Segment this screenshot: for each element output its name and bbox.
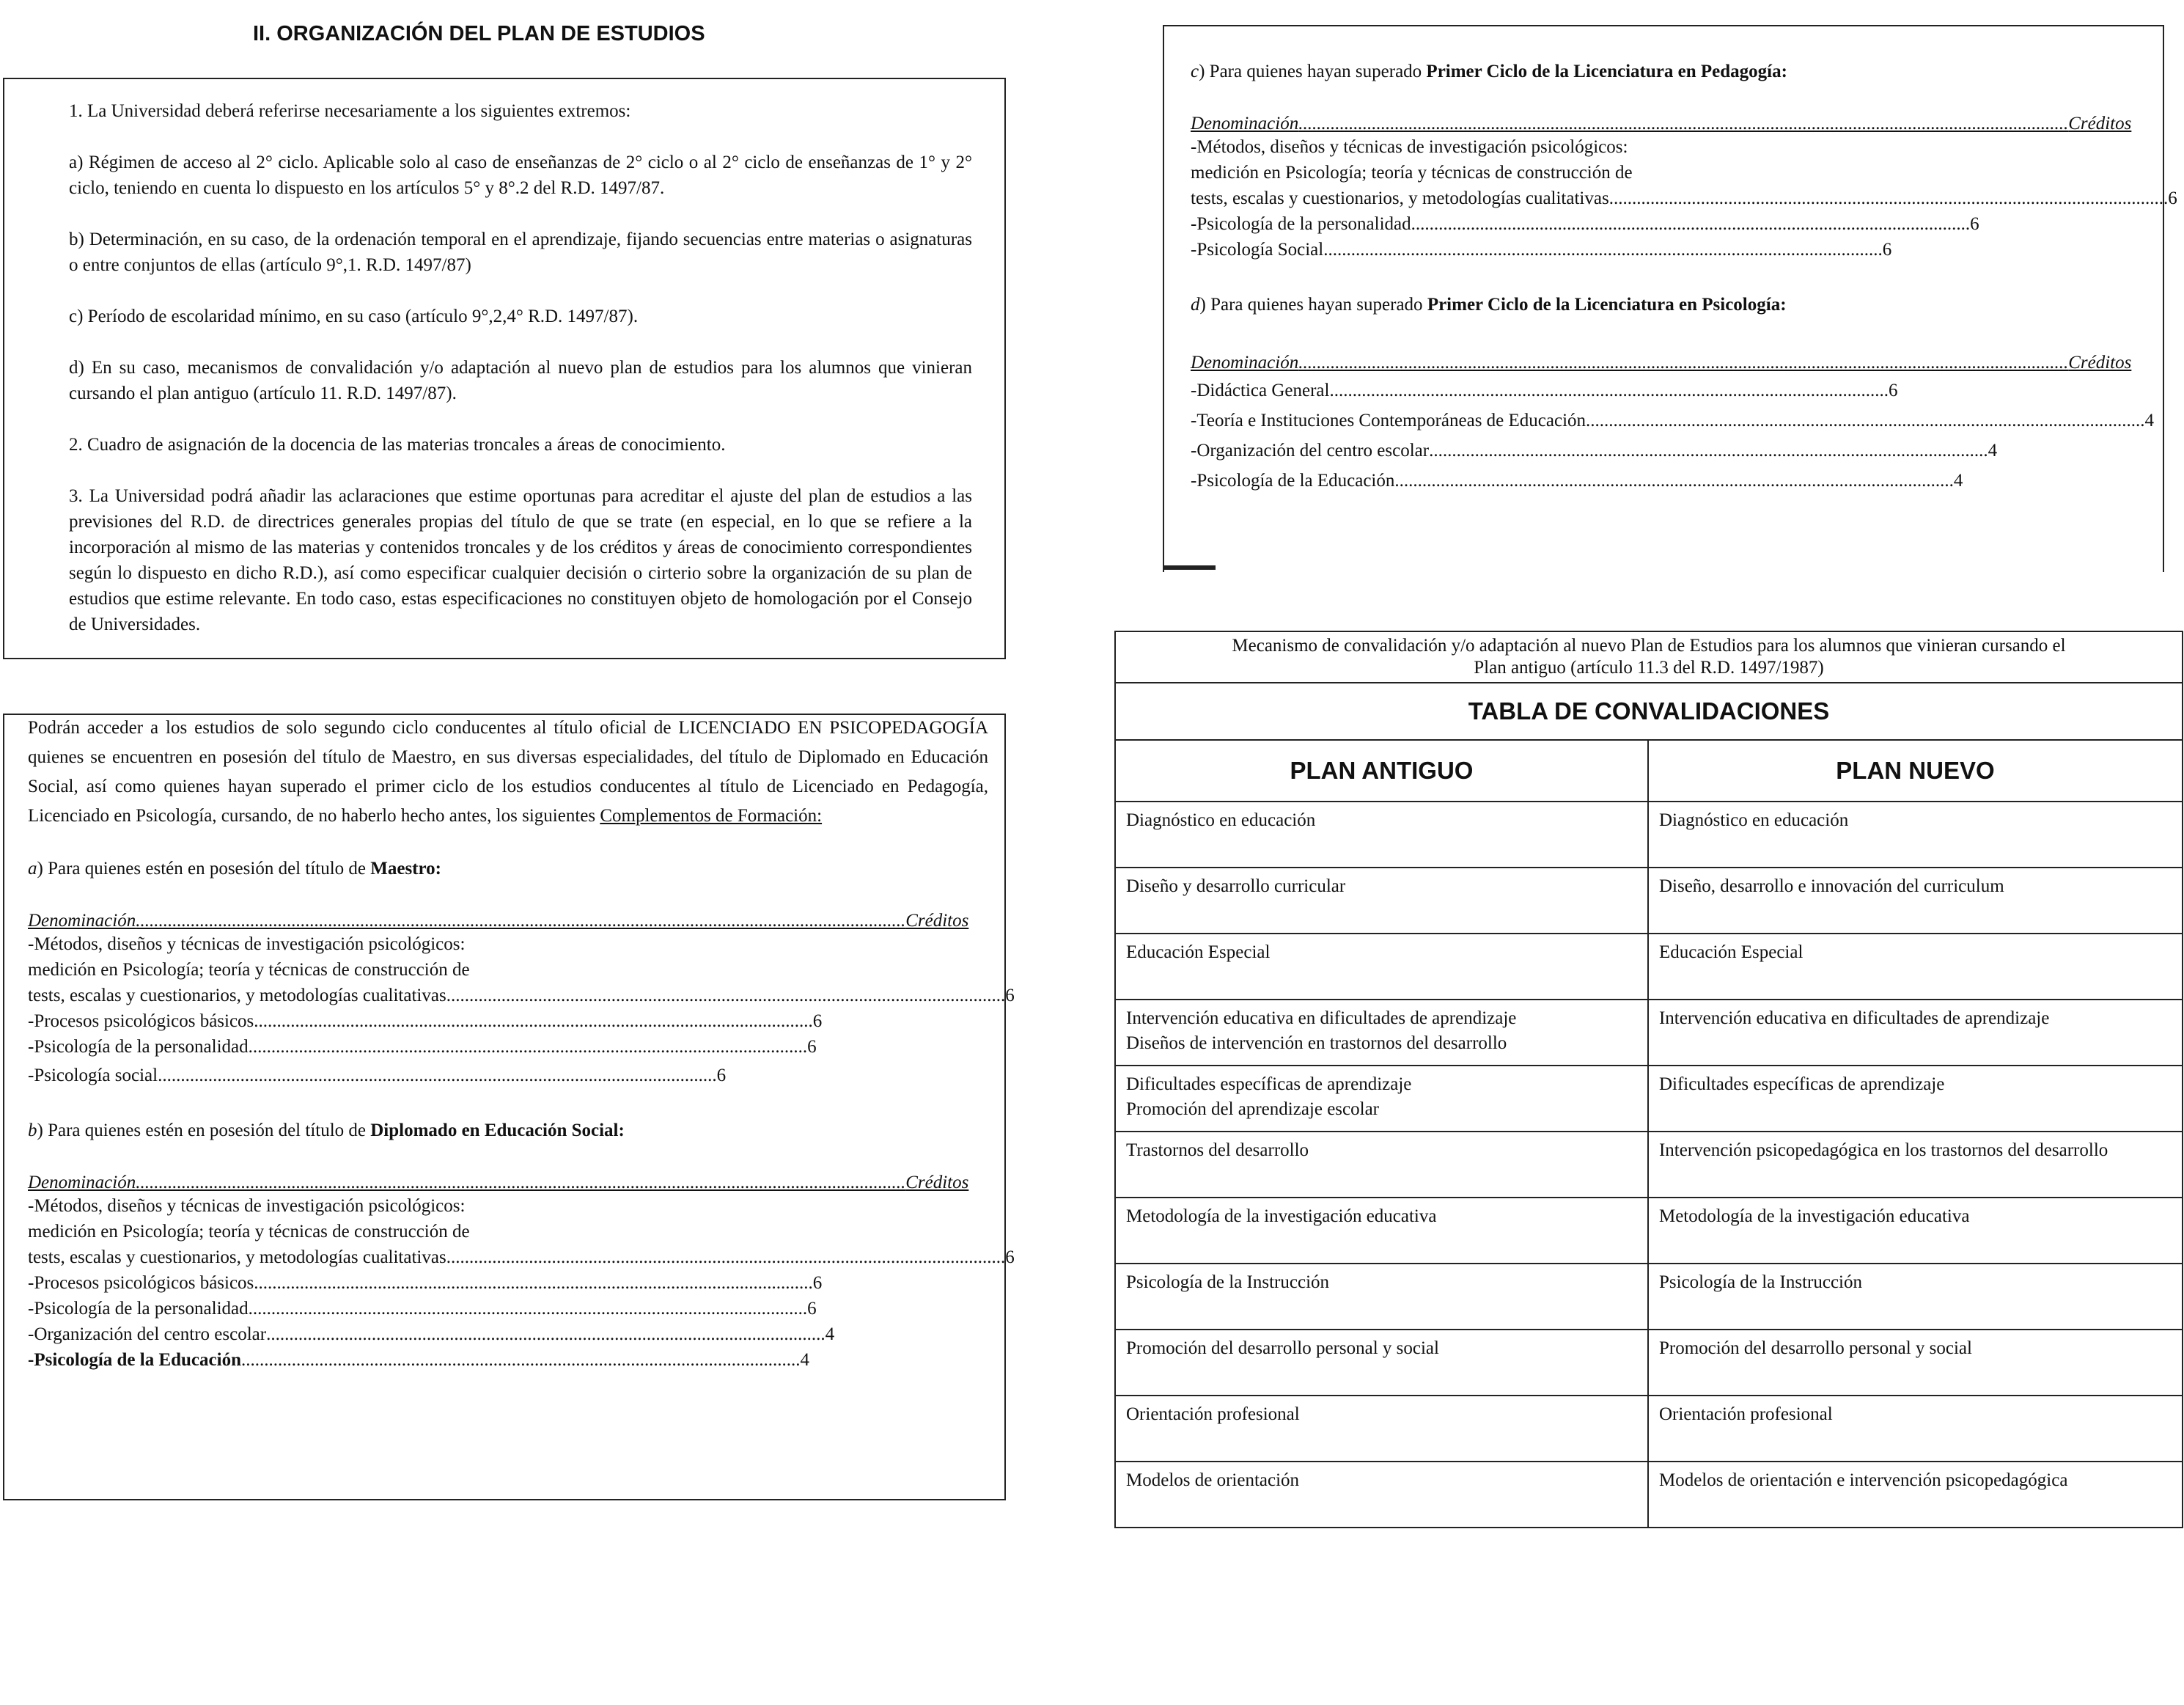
pedagogia-psicologia-box <box>1163 25 2177 572</box>
group-d-item: -Didáctica General .......................................................................................................................... 6 <box>1191 381 1898 400</box>
plan-antiguo-cell <box>1115 1396 1648 1462</box>
group-d-item: -Psicología de la Educación .......................................................................................................................... 4 <box>1191 471 1963 491</box>
section-title: II. ORGANIZACIÓN DEL PLAN DE ESTUDIOS <box>253 22 705 45</box>
group-a-metodos-2: medición en Psicología; teoría y técnicas de construcción de <box>28 960 470 980</box>
group-b-list <box>28 1173 1015 1373</box>
plan-nuevo-cell: Dificultades específicas de aprendizaje <box>1648 1066 2183 1132</box>
instruction-2: 2. Cuadro de asignación de la docencia de las materias troncales a áreas de conocimiento. <box>69 435 726 455</box>
column-header-old: PLAN ANTIGUO <box>1115 740 1648 802</box>
group-c-list <box>1191 114 2177 263</box>
table-row <box>1115 1462 2183 1528</box>
table-title-row <box>1115 683 2183 740</box>
plan-antiguo-cell <box>1115 934 1648 1000</box>
table-row <box>1115 1000 2183 1066</box>
table-row <box>1115 1330 2183 1396</box>
plan-antiguo-cell <box>1115 1198 1648 1264</box>
plan-antiguo-cell <box>1115 802 1648 868</box>
table-header-row <box>1115 740 2183 802</box>
group-c-title: c) Para quienes hayan superado Primer Ciclo de la Licenciatura en Pedagogía: <box>1191 62 1787 81</box>
group-c-metodos-1: -Métodos, diseños y técnicas de investigación psicológicos: <box>1191 137 1628 157</box>
plan-antiguo-text: Diseños de intervención en trastornos del desarrollo <box>1126 1033 1507 1053</box>
plan-nuevo-cell: Modelos de orientación e intervención psicopedagógica <box>1648 1462 2183 1528</box>
plan-antiguo-cell <box>1115 1132 1648 1198</box>
group-b-item: -Organización del centro escolar .......................................................................................................................... 4 <box>28 1324 835 1344</box>
plan-antiguo-cell <box>1115 1000 1648 1066</box>
group-a-header: Denominación ........................................................................................................................................................................ Créditos <box>28 911 969 931</box>
plan-antiguo-text: Metodología de la investigación educativa <box>1126 1206 1437 1226</box>
group-a-item: -Psicología social .......................................................................................................................... 6 <box>28 1066 727 1085</box>
access-intro: Podrán acceder a los estudios de solo segundo ciclo conducentes al título oficial de LICENCIADO EN PSICOPEDAGOGÍA quienes se encuentren en posesión del título de Maestro, en sus diversas especialidades, del título de Diplomado en Educación Social, así como quienes hayan superado el primer ciclo de los estudios conducentes al título de Licenciado en Pedagogía, Licenciado en Psicología, cursando, de no haberlo hecho antes, los siguientes Complementos de Formación: <box>28 718 988 826</box>
instructions-box <box>3 78 1006 659</box>
group-d-item: -Organización del centro escolar .......................................................................................................................... 4 <box>1191 441 1998 461</box>
plan-antiguo-text: Diseño y desarrollo curricular <box>1126 876 1346 896</box>
plan-nuevo-cell: Diagnóstico en educación <box>1648 802 2183 868</box>
plan-nuevo-cell: Educación Especial <box>1648 934 2183 1000</box>
plan-antiguo-text: Intervención educativa en dificultades de aprendizaje <box>1126 1008 1517 1028</box>
group-a-metodos-1: -Métodos, diseños y técnicas de investigación psicológicos: <box>28 934 466 954</box>
group-b-title: b) Para quienes estén en posesión del título de Diplomado en Educación Social: <box>28 1121 625 1140</box>
table-row <box>1115 1396 2183 1462</box>
instruction-3: 3. La Universidad podrá añadir las aclaraciones que estime oportunas para acreditar el ajuste del plan de estudios a las previsiones del R.D. de directrices generales propias del título de que se trate (en especial, en lo que se refiere a la incorporación al mismo de las materias y contenidos troncales y de los créditos y áreas de conocimiento correspondientes según lo dispuesto en dicho R.D.), así como especificar cualquier decisión o cirterio sobre la organización de su plan de estudios que estime relevante. En todo caso, estas especificaciones no constituyen objeto de homologación por el Consejo de Universidades. <box>69 486 972 634</box>
group-b-header: Denominación ........................................................................................................................................................................ Créditos <box>28 1173 969 1192</box>
plan-antiguo-text: Orientación profesional <box>1126 1404 1300 1424</box>
table-caption: Mecanismo de convalidación y/o adaptación al nuevo Plan de Estudios para los alumnos que vinieran cursando el Plan antiguo (artículo 11.3 del R.D. 1497/1987) <box>1115 631 2183 683</box>
plan-antiguo-text: Promoción del aprendizaje escolar <box>1126 1099 1379 1119</box>
group-d-list <box>1191 353 2155 494</box>
table-row <box>1115 802 2183 868</box>
group-d-title: d) Para quienes hayan superado Primer Ciclo de la Licenciatura en Psicología: <box>1191 295 1787 315</box>
instruction-a: a) Régimen de acceso al 2° ciclo. Aplicable solo al caso de enseñanzas de 2° ciclo o al 2° ciclo de enseñanzas de 1° y 2° ciclo, teniendo en cuenta lo dispuesto en los artículos 5° y 8°.2 del R.D. 1497/87. <box>69 153 972 198</box>
group-a-title: a) Para quienes estén en posesión del título de Maestro: <box>28 859 441 879</box>
group-b-item: -Psicología de la Educación .......................................................................................................................... 4 <box>28 1350 809 1370</box>
group-c-item: -Psicología Social .......................................................................................................................... 6 <box>1191 240 1892 260</box>
plan-antiguo-text: Modelos de orientación <box>1126 1470 1300 1490</box>
group-c-item: tests, escalas y cuestionarios, y metodologías cualitativas .......................................................................................................................... 6 <box>1191 188 2177 208</box>
plan-antiguo-cell <box>1115 1066 1648 1132</box>
plan-antiguo-cell <box>1115 1264 1648 1330</box>
group-b-metodos-2: medición en Psicología; teoría y técnicas de construcción de <box>28 1222 470 1242</box>
plan-antiguo-cell <box>1115 1330 1648 1396</box>
instruction-b: b) Determinación, en su caso, de la ordenación temporal en el aprendizaje, fijando secuencias entre materias o asignaturas o entre conjuntos de ellas (artículo 9°,1. R.D. 1497/87) <box>69 230 972 275</box>
table-row <box>1115 934 2183 1000</box>
group-b-item: tests, escalas y cuestionarios, y metodologías cualitativas .......................................................................................................................... 6 <box>28 1247 1015 1267</box>
table-row <box>1115 1066 2183 1132</box>
table-row <box>1115 1198 2183 1264</box>
plan-antiguo-text: Psicología de la Instrucción <box>1126 1272 1330 1292</box>
box-bottom-rule <box>1164 565 1216 570</box>
plan-nuevo-cell: Orientación profesional <box>1648 1396 2183 1462</box>
plan-antiguo-text: Trastornos del desarrollo <box>1126 1140 1309 1160</box>
instruction-d: d) En su caso, mecanismos de convalidación y/o adaptación al nuevo plan de estudios para los alumnos que vinieran cursando el plan antiguo (artículo 11. R.D. 1497/87). <box>69 358 972 403</box>
column-header-new: PLAN NUEVO <box>1648 740 2183 802</box>
group-a-list <box>28 911 1015 1088</box>
group-c-metodos-2: medición en Psicología; teoría y técnicas de construcción de <box>1191 163 1633 183</box>
table-row <box>1115 868 2183 934</box>
plan-nuevo-cell: Promoción del desarrollo personal y social <box>1648 1330 2183 1396</box>
group-c-header: Denominación ........................................................................................................................................................................ Créditos <box>1191 114 2132 133</box>
plan-antiguo-text: Educación Especial <box>1126 942 1271 962</box>
table-title: TABLA DE CONVALIDACIONES <box>1115 683 2183 740</box>
plan-nuevo-cell: Metodología de la investigación educativa <box>1648 1198 2183 1264</box>
plan-antiguo-cell <box>1115 868 1648 934</box>
convalidation-table <box>1114 631 2183 1528</box>
table-row <box>1115 1264 2183 1330</box>
group-a-item: -Psicología de la personalidad .......................................................................................................................... 6 <box>28 1037 817 1057</box>
plan-nuevo-cell: Intervención educativa en dificultades de aprendizaje <box>1648 1000 2183 1066</box>
group-b-item: -Psicología de la personalidad .......................................................................................................................... 6 <box>28 1299 817 1319</box>
group-c-item: -Psicología de la personalidad .......................................................................................................................... 6 <box>1191 214 1979 234</box>
group-d-header: Denominación ........................................................................................................................................................................ Créditos <box>1191 353 2132 373</box>
group-b-item: -Procesos psicológicos básicos .......................................................................................................................... 6 <box>28 1273 823 1293</box>
group-a-item: -Procesos psicológicos básicos .......................................................................................................................... 6 <box>28 1011 823 1031</box>
table-row <box>1115 1132 2183 1198</box>
group-a-item: tests, escalas y cuestionarios, y metodologías cualitativas .......................................................................................................................... 6 <box>28 986 1015 1005</box>
plan-antiguo-text: Diagnóstico en educación <box>1126 810 1316 830</box>
instruction-c: c) Período de escolaridad mínimo, en su caso (artículo 9°,2,4° R.D. 1497/87). <box>69 307 639 326</box>
plan-nuevo-cell: Psicología de la Instrucción <box>1648 1264 2183 1330</box>
access-box <box>3 714 1015 1500</box>
table-caption-row <box>1115 631 2183 683</box>
plan-antiguo-text: Dificultades específicas de aprendizaje <box>1126 1074 1412 1094</box>
group-d-item: -Teoría e Instituciones Contemporáneas de Educación .......................................................................................................................... 4 <box>1191 411 2155 430</box>
group-b-metodos-1: -Métodos, diseños y técnicas de investigación psicológicos: <box>28 1196 466 1216</box>
instruction-1: 1. La Universidad deberá referirse necesariamente a los siguientes extremos: <box>69 101 631 121</box>
plan-antiguo-cell <box>1115 1462 1648 1528</box>
plan-nuevo-cell: Intervención psicopedagógica en los trastornos del desarrollo <box>1648 1132 2183 1198</box>
plan-nuevo-cell: Diseño, desarrollo e innovación del curriculum <box>1648 868 2183 934</box>
plan-antiguo-text: Promoción del desarrollo personal y social <box>1126 1338 1439 1358</box>
